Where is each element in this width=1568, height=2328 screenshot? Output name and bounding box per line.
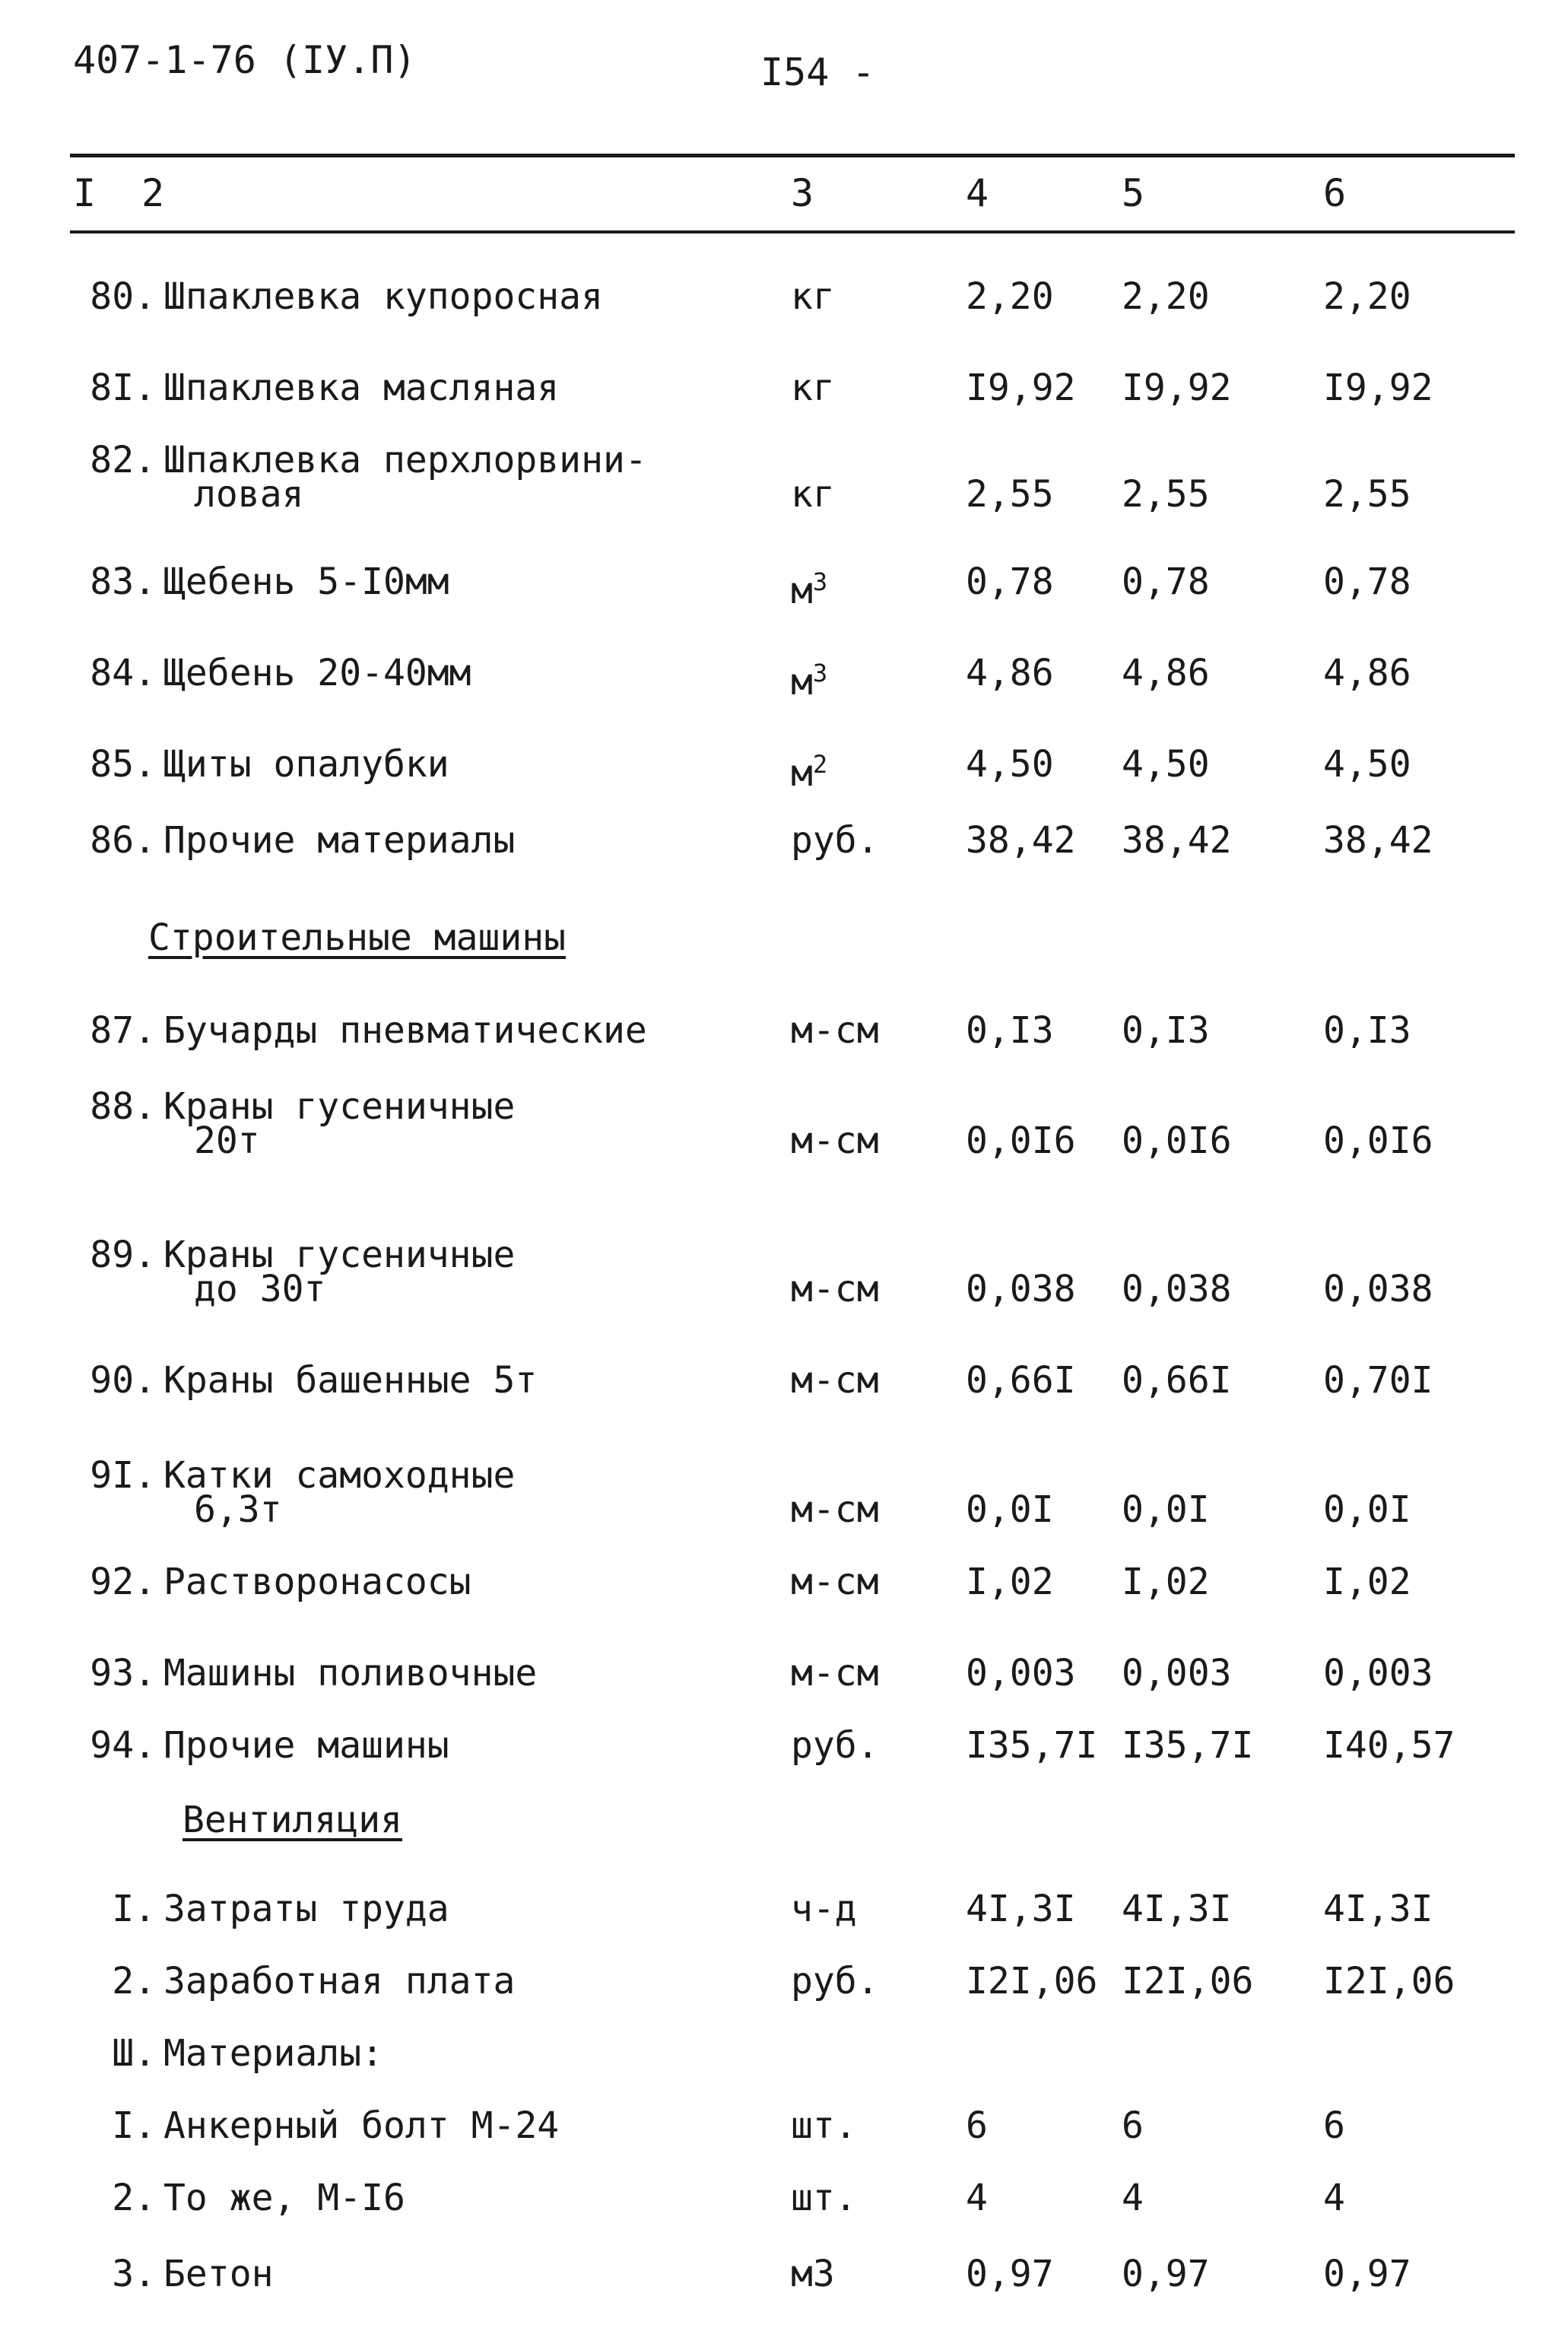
row-number: 84. [90, 652, 156, 694]
value-col-4: I,02 [966, 1561, 1054, 1603]
value-col-5: 4,50 [1122, 743, 1210, 786]
value-col-4: 4,50 [966, 743, 1054, 786]
value-col-5: 0,0I [1122, 1488, 1210, 1531]
value-col-6: 0,0I [1323, 1488, 1411, 1531]
row-number: I. [112, 1888, 156, 1930]
value-col-6: 6 [1323, 2104, 1345, 2147]
value-col-6: 2,20 [1323, 275, 1411, 318]
value-col-5: 0,003 [1122, 1652, 1232, 1694]
value-col-6: I,02 [1323, 1561, 1411, 1603]
row-number: 90. [90, 1359, 156, 1402]
column-header-1: I [73, 171, 97, 215]
row-number: 8I. [90, 367, 156, 409]
row-number: 92. [90, 1561, 156, 1603]
item-name: То же, М-I6 [163, 2177, 405, 2219]
unit-of-measure: м-см [791, 1488, 879, 1531]
table-top-rule [70, 154, 1515, 157]
item-name: Прочие машины [163, 1724, 449, 1767]
item-name: Бетон [163, 2253, 274, 2295]
value-col-4: 0,66I [966, 1359, 1076, 1402]
value-col-4: 0,78 [966, 561, 1054, 603]
value-col-6: I40,57 [1323, 1724, 1455, 1767]
unit-of-measure: кг [791, 367, 835, 409]
value-col-5: 4I,3I [1122, 1888, 1232, 1930]
value-col-5: 0,66I [1122, 1359, 1232, 1402]
unit-exponent: 3 [812, 567, 828, 596]
value-col-4: 2,20 [966, 275, 1054, 318]
item-name: Шпаклевка купоросная [163, 275, 603, 318]
item-name-continued: до 30т [194, 1268, 326, 1310]
value-col-6: 0,70I [1323, 1359, 1433, 1402]
item-name: Краны гусеничные [163, 1085, 516, 1128]
item-name: Материалы: [163, 2032, 383, 2075]
item-name: Растворонасосы [163, 1561, 471, 1603]
value-col-5: I,02 [1122, 1561, 1210, 1603]
unit-of-measure: руб. [791, 1724, 879, 1767]
unit-of-measure: шт. [791, 2104, 857, 2147]
value-col-6: 0,003 [1323, 1652, 1433, 1694]
value-col-5: I35,7I [1122, 1724, 1254, 1767]
unit-of-measure: $м^3$ [791, 567, 828, 612]
unit-of-measure: руб. [791, 1960, 879, 2002]
value-col-5: 0,97 [1122, 2253, 1210, 2295]
value-col-5: 0,0I6 [1122, 1120, 1232, 1162]
unit-of-measure: м-см [791, 1120, 879, 1162]
unit-of-measure: $м^3$ [791, 659, 828, 703]
item-name: Анкерный болт М-24 [163, 2104, 560, 2147]
unit-of-measure: ч-д [791, 1888, 857, 1930]
column-header-4: 4 [966, 171, 989, 215]
document-code: 407-1-76 (IУ.П) [73, 38, 417, 82]
column-header-5: 5 [1122, 171, 1145, 215]
value-col-6: 0,0I6 [1323, 1120, 1433, 1162]
unit-of-measure: шт. [791, 2177, 857, 2219]
value-col-4: I9,92 [966, 367, 1076, 409]
item-name: Машины поливочные [163, 1652, 538, 1694]
unit-of-measure: м-см [791, 1009, 879, 1052]
value-col-6: 0,78 [1323, 561, 1411, 603]
table-header-rule [70, 230, 1515, 233]
row-number: 85. [90, 743, 156, 786]
value-col-4: 4 [966, 2177, 988, 2219]
item-name-continued: 20т [194, 1120, 260, 1162]
item-name: Щиты опалубки [163, 743, 449, 786]
item-name: Щебень 5-I0мм [163, 561, 449, 603]
value-col-6: 4,86 [1323, 652, 1411, 694]
value-col-5: 4,86 [1122, 652, 1210, 694]
row-number: 86. [90, 819, 156, 862]
value-col-4: I2I,06 [966, 1960, 1098, 2002]
row-number: 82. [90, 439, 156, 481]
row-number: 9I. [90, 1454, 156, 1497]
row-number: 88. [90, 1085, 156, 1128]
unit-of-measure: м-см [791, 1652, 879, 1694]
value-col-4: 0,97 [966, 2253, 1054, 2295]
value-col-4: 6 [966, 2104, 988, 2147]
row-number: 2. [112, 2177, 156, 2219]
item-name: Шпаклевка перхлорвини- [163, 439, 647, 481]
value-col-5: 0,038 [1122, 1268, 1232, 1310]
unit-of-measure: м-см [791, 1268, 879, 1310]
item-name: Шпаклевка масляная [163, 367, 560, 409]
value-col-6: 0,038 [1323, 1268, 1433, 1310]
item-name: Щебень 20-40мм [163, 652, 471, 694]
unit-of-measure: м-см [791, 1561, 879, 1603]
item-name: Затраты труда [163, 1888, 449, 1930]
value-col-4: 0,0I [966, 1488, 1054, 1531]
value-col-4: 0,038 [966, 1268, 1076, 1310]
value-col-5: 0,I3 [1122, 1009, 1210, 1052]
row-number: 2. [112, 1960, 156, 2002]
value-col-5: 38,42 [1122, 819, 1232, 862]
value-col-6: 38,42 [1323, 819, 1433, 862]
unit-of-measure: кг [791, 275, 835, 318]
row-number: 89. [90, 1234, 156, 1276]
item-name: Заработная плата [163, 1960, 516, 2002]
unit-exponent: 2 [812, 750, 828, 779]
row-number: 93. [90, 1652, 156, 1694]
item-name: Прочие материалы [163, 819, 516, 862]
value-col-6: 4 [1323, 2177, 1345, 2219]
column-header-6: 6 [1323, 171, 1347, 215]
page-number: I54 - [760, 50, 875, 94]
value-col-6: 0,I3 [1323, 1009, 1411, 1052]
item-name-continued: 6,3т [194, 1488, 282, 1531]
value-col-5: 0,78 [1122, 561, 1210, 603]
column-header-3: 3 [791, 171, 814, 215]
row-number: 94. [90, 1724, 156, 1767]
unit-of-measure: руб. [791, 819, 879, 862]
value-col-5: I9,92 [1122, 367, 1232, 409]
value-col-6: 4I,3I [1323, 1888, 1433, 1930]
row-number: 87. [90, 1009, 156, 1052]
value-col-6: 4,50 [1323, 743, 1411, 786]
item-name: Краны башенные 5т [163, 1359, 538, 1402]
value-col-4: 0,003 [966, 1652, 1076, 1694]
row-number: I. [112, 2104, 156, 2147]
row-number: Ш. [112, 2032, 156, 2075]
value-col-5: 2,20 [1122, 275, 1210, 318]
section-heading: Вентиляция [183, 1799, 402, 1841]
value-col-6: 0,97 [1323, 2253, 1411, 2295]
item-name-continued: ловая [194, 473, 304, 516]
unit-exponent: 3 [812, 659, 828, 688]
row-number: 83. [90, 561, 156, 603]
value-col-5: 6 [1122, 2104, 1144, 2147]
section-heading: Строительные машины [148, 916, 567, 959]
unit-of-measure: м-см [791, 1359, 879, 1402]
value-col-6: I9,92 [1323, 367, 1433, 409]
row-number: 80. [90, 275, 156, 318]
value-col-6: 2,55 [1323, 473, 1411, 516]
value-col-5: 2,55 [1122, 473, 1210, 516]
column-header-2: 2 [141, 171, 165, 215]
unit-of-measure: кг [791, 473, 835, 516]
item-name: Бучарды пневматические [163, 1009, 647, 1052]
value-col-4: 0,I3 [966, 1009, 1054, 1052]
value-col-4: 38,42 [966, 819, 1076, 862]
value-col-4: 2,55 [966, 473, 1054, 516]
item-name: Катки самоходные [163, 1454, 516, 1497]
unit-of-measure: $м^2$ [791, 750, 828, 795]
value-col-6: I2I,06 [1323, 1960, 1455, 2002]
value-col-4: I35,7I [966, 1724, 1098, 1767]
row-number: 3. [112, 2253, 156, 2295]
item-name: Краны гусеничные [163, 1234, 516, 1276]
value-col-5: 4 [1122, 2177, 1144, 2219]
value-col-4: 4,86 [966, 652, 1054, 694]
value-col-5: I2I,06 [1122, 1960, 1254, 2002]
value-col-4: 0,0I6 [966, 1120, 1076, 1162]
unit-of-measure: м3 [791, 2253, 835, 2295]
value-col-4: 4I,3I [966, 1888, 1076, 1930]
